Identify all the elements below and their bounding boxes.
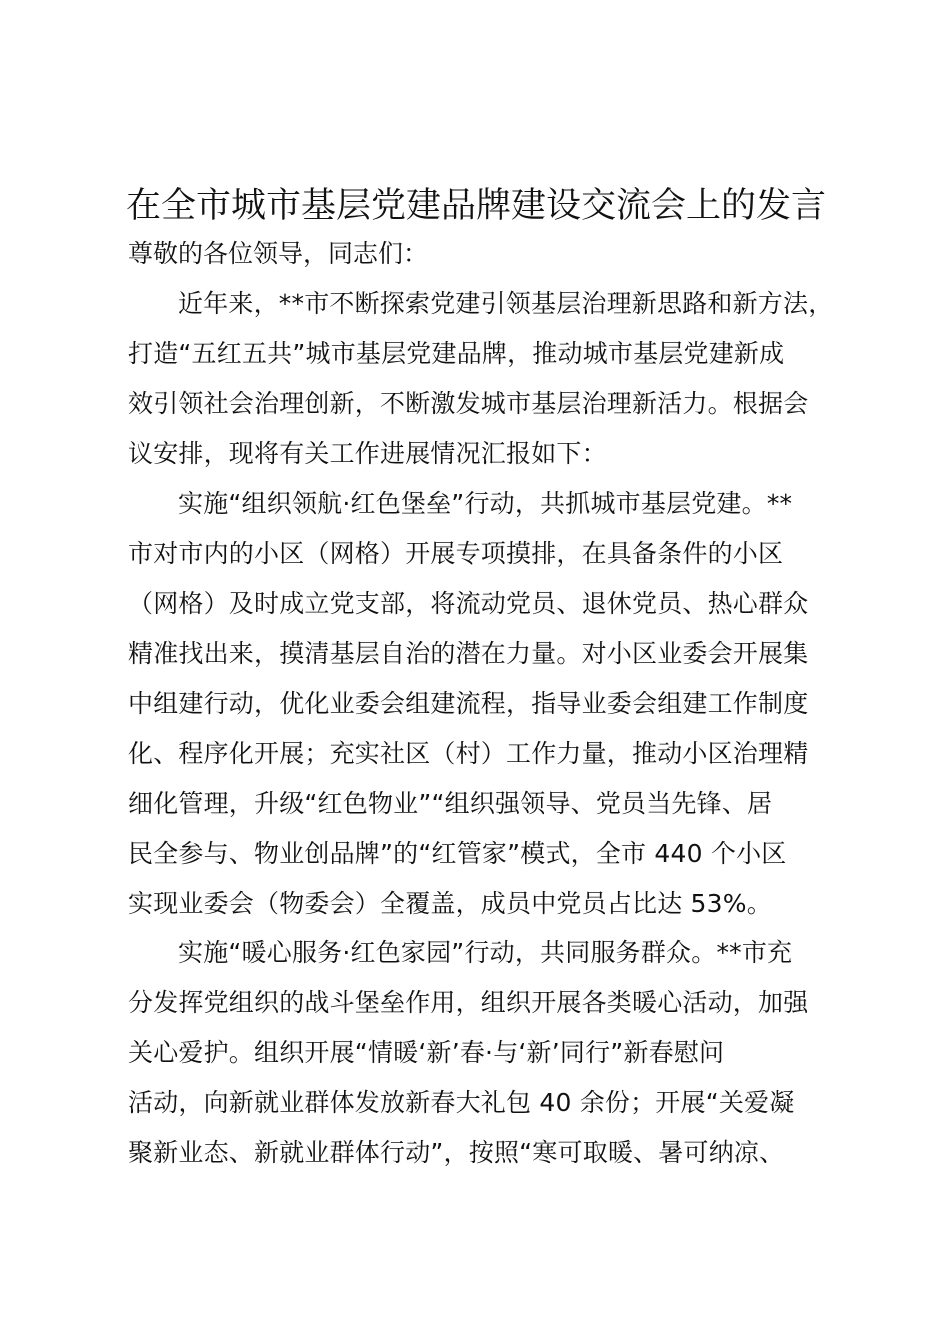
paragraph-line: 市对市内的小区（网格）开展专项摸排，在具备条件的小区 [128,539,784,568]
paragraph-line: 近年来，**市不断探索党建引领基层治理新思路和新方法， [178,289,834,318]
paragraph-line: 议安排，现将有关工作进展情况汇报如下： [128,439,607,468]
paragraph-line: 聚新业态、新就业群体行动”，按照“寒可取暖、暑可纳凉、 [128,1138,785,1167]
paragraph-line: 实施“暖心服务·红色家园”行动，共同服务群众。**市充 [178,938,793,967]
paragraph-line: 分发挥党组织的战斗堡垒作用，组织开展各类暖心活动，加强 [128,988,809,1017]
paragraph-line: 精准找出来，摸清基层自治的潜在力量。对小区业委会开展集 [128,639,809,668]
document-title: 在全市城市基层党建品牌建设交流会上的发言 [126,186,827,226]
paragraph-line: 民全参与、物业创品牌”的“红管家”模式，全市 440 个小区 [128,839,787,868]
paragraph-line: 打造“五红五共”城市基层党建品牌，推动城市基层党建新成 [128,339,785,368]
salutation: 尊敬的各位领导，同志们： [128,239,429,268]
paragraph-line: 关心爱护。组织开展“情暖‘新’春·与‘新’同行”新春慰问 [128,1038,725,1067]
paragraph-line: （网格）及时成立党支部，将流动党员、退休党员、热心群众 [128,589,809,618]
paragraph-line: 化、程序化开展；充实社区（村）工作力量，推动小区治理精 [128,739,809,768]
paragraph-line: 效引领社会治理创新，不断激发城市基层治理新活力。根据会 [128,389,809,418]
paragraph-line: 中组建行动，优化业委会组建流程，指导业委会组建工作制度 [128,689,809,718]
paragraph-line: 活动，向新就业群体发放新春大礼包 40 余份；开展“关爱凝 [128,1088,795,1117]
paragraph-line: 实现业委会（物委会）全覆盖，成员中党员占比达 53%。 [128,889,772,918]
paragraph-line: 实施“组织领航·红色堡垒”行动，共抓城市基层党建。** [178,489,793,518]
paragraph-line: 细化管理，升级“红色物业”“组织强领导、党员当先锋、居 [128,789,773,818]
